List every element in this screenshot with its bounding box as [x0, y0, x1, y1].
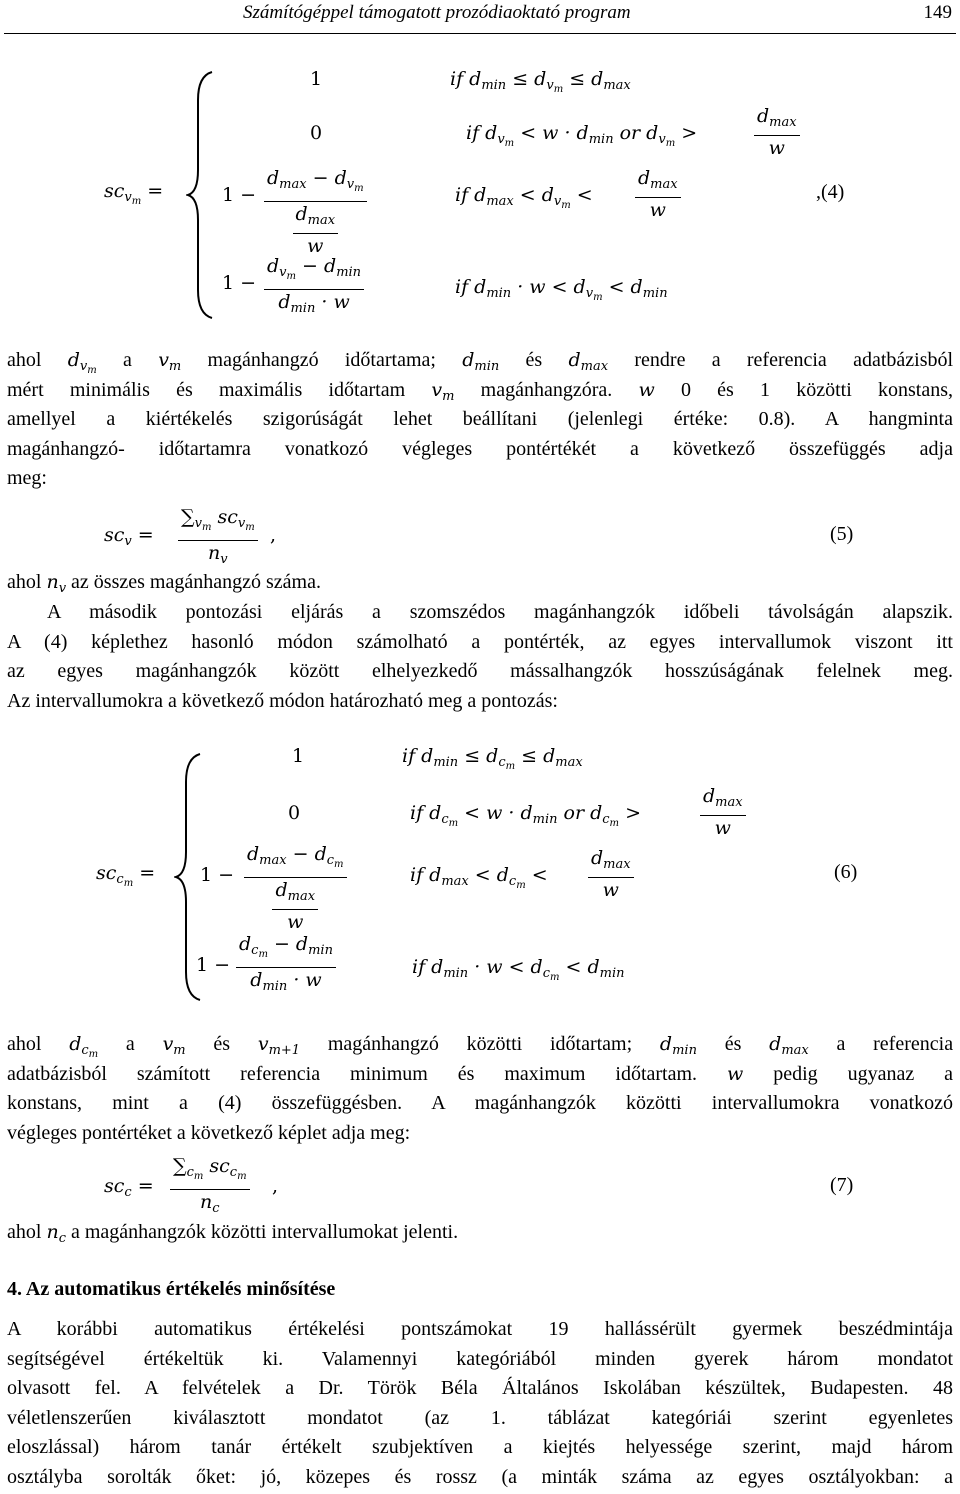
- eq4-case1-value: 1: [310, 68, 323, 90]
- page-number: 149: [923, 2, 952, 23]
- eq5-lhs: $sc_v$ =: [104, 524, 154, 549]
- eq7-number: (7): [830, 1174, 854, 1196]
- eq6-case2-value: 0: [288, 802, 301, 824]
- eq5-fraction: $\sum_{v_m}$ $sc_{v_m}$ $n_v$: [178, 505, 258, 572]
- paragraph-2: ahol $n_v$ az összes magánhangzó száma.: [7, 571, 321, 596]
- paragraph-4-line-1: ahol $d_{c_m}$ a $v_m$ és $v_{m+1}$ magánhangzó közötti időtartam; $d_{min}$ és $d_{max}$ a referencia: [7, 1033, 954, 1060]
- paragraph-6-line-4: véletlenszerűen kiválasztott mondatot (az 1. táblázat kategóriái szerint egyenletes: [7, 1406, 953, 1429]
- eq5-number: (5): [830, 523, 854, 545]
- eq6-number: (6): [834, 861, 858, 883]
- paragraph-3-line-2: A (4) képlethez hasonló módon számolható a pontérték, az egyes intervallumok viszont itt: [7, 630, 953, 653]
- paragraph-1-line-4: magánhangzó- időtartamra vonatkozó végleges pontértékét a következő összefüggés adja: [7, 437, 953, 460]
- paragraph-1-line-3: amellyel a kiértékelés szigorúságát lehet beállítani (jelenlegi értéke: 0.8). A hangminta: [7, 408, 953, 430]
- paragraph-1-line-2: mért minimális és maximális időtartam $v_m$ magánhangzóra. w 0 és 1 közötti konstans,: [7, 378, 954, 404]
- paragraph-3-line-3: az egyes magánhangzók között elhelyezkedő mássalhangzók hosszúságának felelnek meg.: [7, 660, 953, 682]
- paragraph-4-line-3: konstans, mint a (4) összefüggésben. A magánhangzók közötti intervallumokra vonatkozó: [7, 1092, 953, 1114]
- eq5-comma: ,: [270, 524, 277, 546]
- eq4-case1-condition: if $d_{min} \le d_{v_m} \le d_{max}$: [450, 68, 631, 95]
- paragraph-1-line-5: meg:: [7, 467, 47, 489]
- eq4-left-brace: [186, 70, 216, 320]
- eq4-case4-condition: if $d_{min} \cdot w < d_{v_m} < d_{min}$: [455, 276, 668, 303]
- paragraph-6-line-1: A korábbi automatikus értékelési pontszámokat 19 hallássérült gyermek beszédmintája: [7, 1318, 953, 1340]
- paragraph-4: [7, 1030, 953, 1148]
- paragraph-6: [7, 1315, 953, 1492]
- paragraph-4-line-4: végleges pontértéket a következő képlet adja meg:: [7, 1121, 411, 1144]
- page-header: [0, 0, 960, 34]
- eq4-lhs: $sc_{v_m}$ =: [104, 180, 164, 207]
- paragraph-5: ahol $n_c$ a magánhangzók közötti intervallumokat jelenti.: [7, 1221, 459, 1246]
- eq6-lhs: $sc_{c_m}$ =: [96, 862, 156, 889]
- eq6-case1-condition: if $d_{min} \le d_{c_m} \le d_{max}$: [402, 745, 583, 772]
- eq6-case1-value: 1: [292, 745, 305, 767]
- paragraph-6-line-5: eloszlással) három tanár értékelt szubjektíven a kiejtés helyessége szerint, majd három: [7, 1436, 953, 1458]
- eq7-comma: ,: [272, 1175, 279, 1197]
- paragraph-3: [7, 598, 953, 716]
- paragraph-1-line-1: ahol $d_{v_m}$ a $v_m$ magánhangzó időtartama; $d_{min}$ és $d_{max}$ rendre a referencia adatbázisból: [7, 349, 954, 376]
- eq4-number: ,(4): [816, 181, 845, 203]
- eq7-fraction: $\sum_{c_m}$ $sc_{c_m}$ $n_c$: [170, 1154, 250, 1221]
- eq7-lhs: $sc_c$ =: [104, 1175, 154, 1200]
- paragraph-6-line-3: olvasott fel. A felvételek a Dr. Török Béla Általános Iskolában készültek, Budapesten. 48: [7, 1377, 953, 1399]
- header-rule: [4, 33, 956, 34]
- paragraph-1: [7, 346, 953, 494]
- eq6-case4-condition: if $d_{min} \cdot w < d_{c_m} < d_{min}$: [412, 956, 625, 983]
- paragraph-4-line-2: adatbázisból számított referencia minimum és maximum időtartam. w pedig ugyanaz a: [7, 1062, 954, 1085]
- paragraph-6-line-6: osztályba sorolták őket: jó, közepes és rossz (a minták száma az egyes osztályokban: a: [7, 1465, 953, 1488]
- paragraph-3-line-4: Az intervallumokra a következő módon határozható meg a pontozás:: [7, 689, 558, 712]
- eq4-case2-value: 0: [310, 122, 323, 144]
- section-heading: 4. Az automatikus értékelés minősítése: [7, 1278, 336, 1300]
- paragraph-3-line-1: A második pontozási eljárás a szomszédos magánhangzók időbeli távolságán alapszik.: [47, 601, 953, 623]
- running-title: Számítógéppel támogatott prozódiaoktató program: [243, 2, 631, 23]
- paragraph-6-line-2: segítségével értékeltük ki. Valamennyi kategóriából minden gyerek három mondatot: [7, 1347, 953, 1370]
